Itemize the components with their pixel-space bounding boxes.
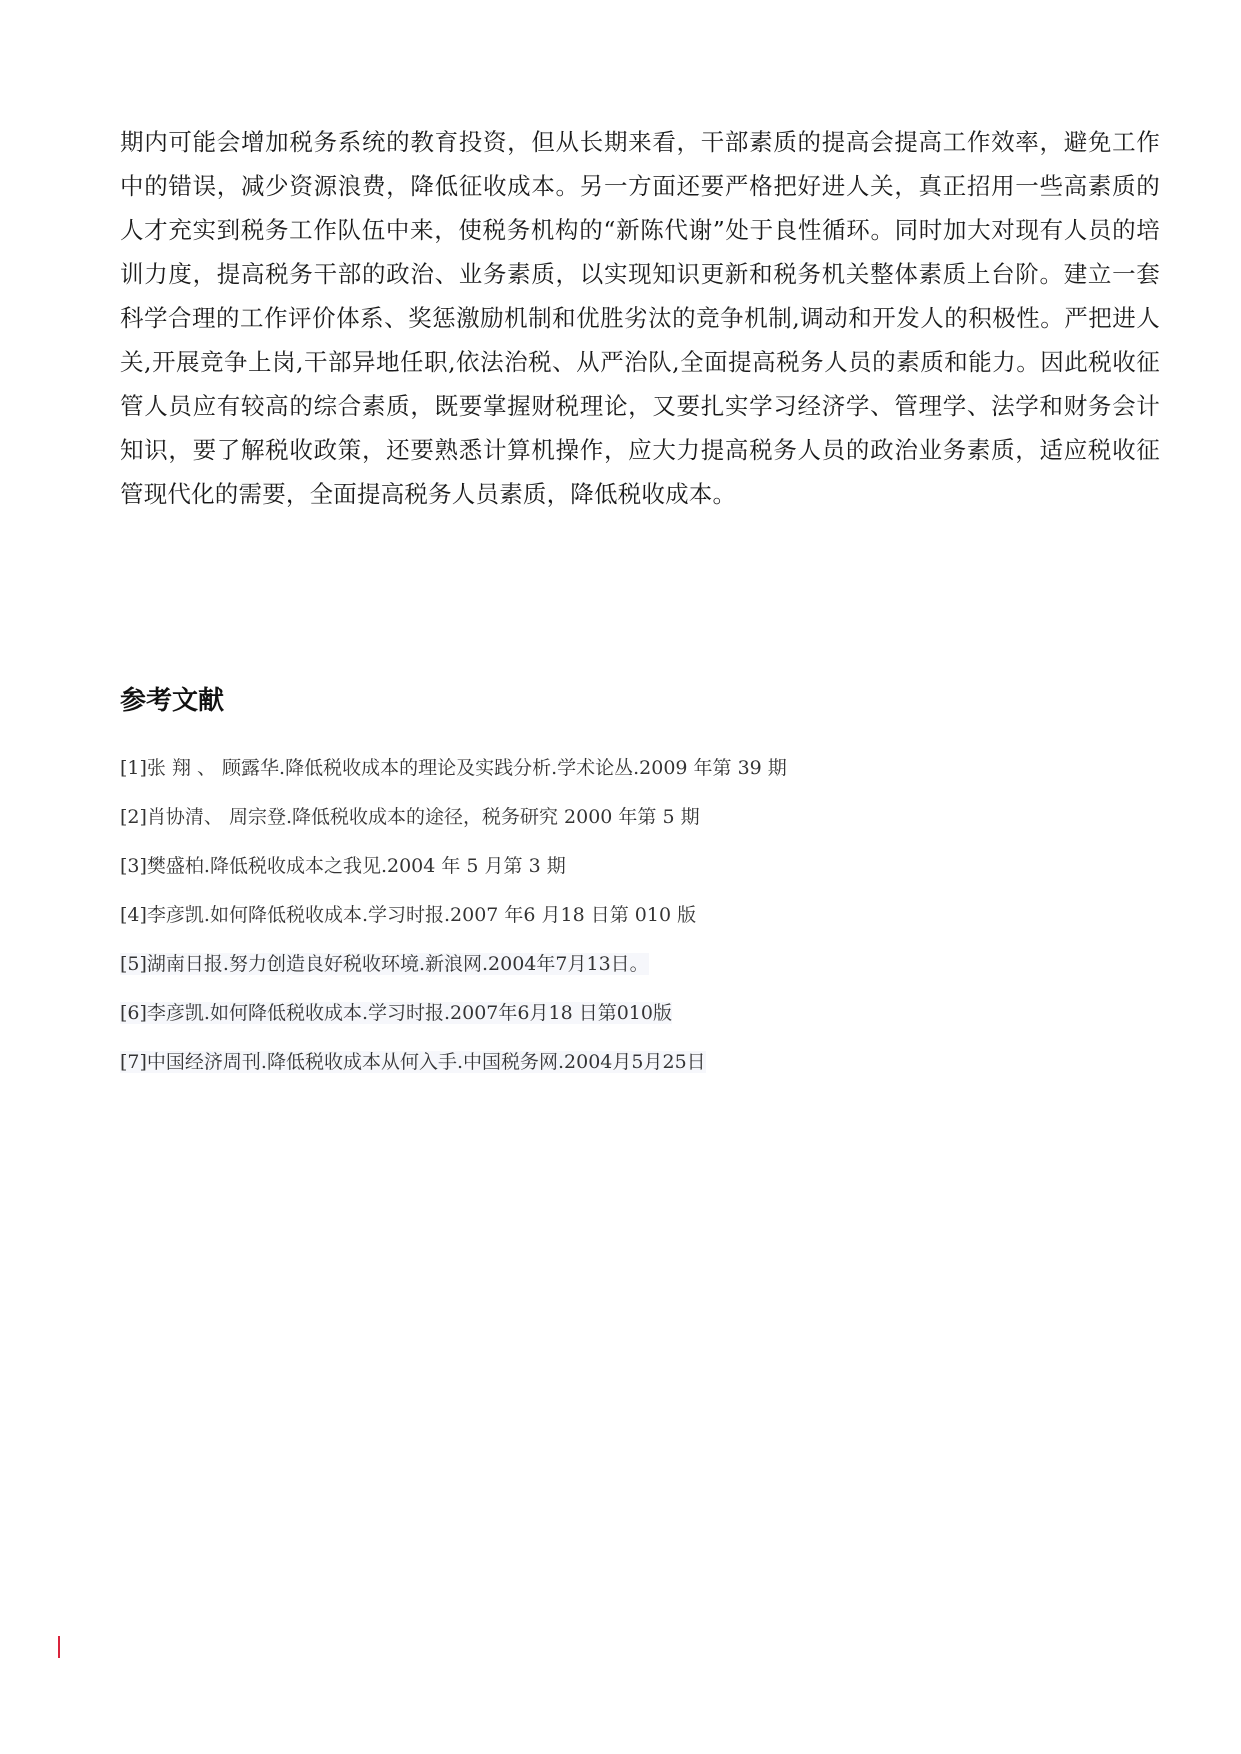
margin-marker <box>58 1636 60 1658</box>
reference-text-2: [2]肖协清、 周宗登.降低税收成本的途径，税务研究 2000 年第 5 期 <box>120 806 700 828</box>
references-heading: 参考文献 <box>120 686 225 716</box>
reference-item-4 <box>120 891 1120 940</box>
reference-text-3: [3]樊盛柏.降低税收成本之我见.2004 年 5 月第 3 期 <box>120 855 566 877</box>
reference-text-4: [4]李彦凯.如何降低税收成本.学习时报.2007 年6 月18 日第 010 版 <box>120 904 697 926</box>
reference-text-1: [1]张 翔 、 顾露华.降低税收成本的理论及实践分析.学术论丛.2009 年第 39 期 <box>120 757 787 779</box>
reference-text-5: [5]湖南日报.努力创造良好税收环境.新浪网.2004年7月13日。 <box>120 953 649 975</box>
reference-item-3 <box>120 842 1120 891</box>
reference-text-6: [6]李彦凯.如何降低税收成本.学习时报.2007年6月18 日第010版 <box>120 1002 672 1024</box>
reference-item-7 <box>120 1038 1120 1087</box>
reference-item-2 <box>120 793 1120 842</box>
reference-item-5 <box>120 940 1120 989</box>
reference-item-6 <box>120 989 1120 1038</box>
reference-text-7: [7]中国经济周刊.降低税收成本从何入手.中国税务网.2004月5月25日 <box>120 1051 706 1073</box>
reference-item-1 <box>120 744 1120 793</box>
reference-list <box>120 744 1120 1087</box>
body-paragraph: 期内可能会增加税务系统的教育投资，但从长期来看，干部素质的提高会提高工作效率，避免工作中的错误，减少资源浪费，降低征收成本。另一方面还要严格把好进人关，真正招用一些高素质的人才充实到税务工作队伍中来，使税务机构的“新陈代谢”处于良性循环。同时加大对现有人员的培训力度，提高税务干部的政治、业务素质，以实现知识更新和税务机关整体素质上台阶。建立一套科学合理的工作评价体系、奖惩激励机制和优胜劣汰的竞争机制,调动和开发人的积极性。严把进人关,开展竞争上岗,干部异地任职,依法治税、从严治队,全面提高税务人员的素质和能力。因此税收征管人员应有较高的综合素质，既要掌握财税理论，又要扎实学习经济学、管理学、法学和财务会计知识，要了解税收政策，还要熟悉计算机操作，应大力提高税务人员的政治业务素质，适应税收征管现代化的需要，全面提高税务人员素质，降低税收成本。 <box>120 128 1160 508</box>
